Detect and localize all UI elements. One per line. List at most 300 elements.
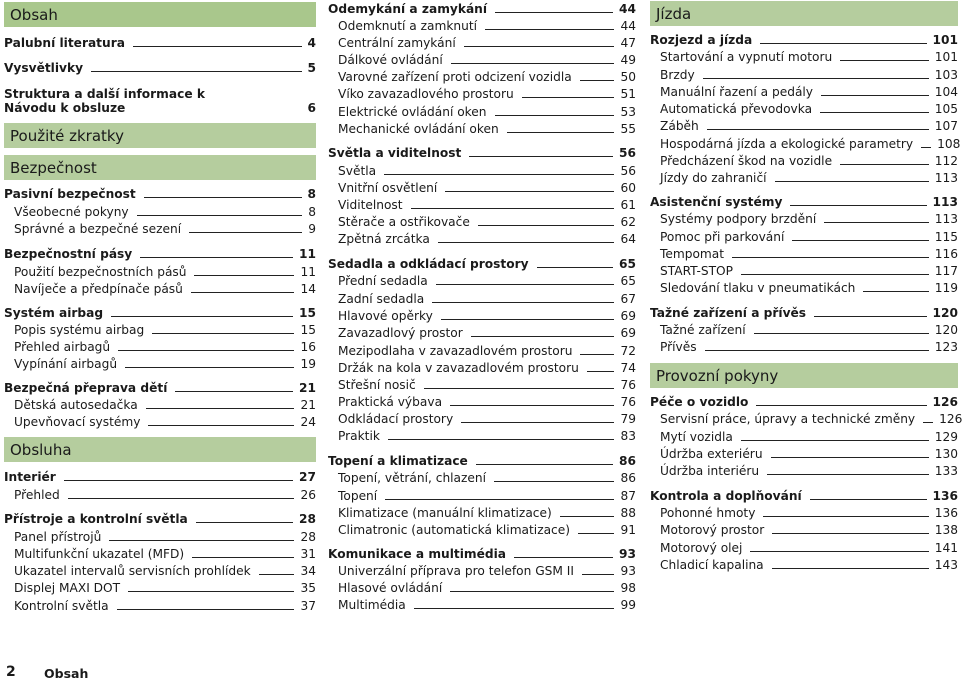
toc-entry-label: Univerzální příprava pro telefon GSM II: [338, 564, 574, 578]
toc-entry-page: 49: [620, 53, 636, 67]
toc-entry-label: Údržba exteriéru: [660, 447, 763, 461]
toc-entry-label: Všeobecné pokyny: [14, 205, 129, 219]
toc-entry-label: START-STOP: [660, 264, 733, 278]
toc-entry-page: 62: [620, 215, 636, 229]
toc-entry-label: Kontrolní světla: [14, 599, 109, 613]
toc-subentry[interactable]: [328, 161, 636, 178]
toc-entry-label: Multimédia: [338, 598, 406, 612]
leader-line: [68, 498, 295, 499]
leader-line: [175, 391, 293, 392]
toc-entry-label: Mechanické ovládání oken: [338, 122, 499, 136]
toc-entry-label: Viditelnost: [338, 198, 403, 212]
toc-entry[interactable]: [328, 143, 636, 160]
toc-entry[interactable]: [328, 254, 636, 271]
toc-entry-label: Automatická převodovka: [660, 102, 813, 116]
leader-line: [445, 191, 614, 192]
toc-entry-label: Zpětná zrcátka: [338, 232, 430, 246]
toc-entry-page: 44: [619, 2, 636, 16]
leader-line: [111, 316, 293, 317]
toc-subentry[interactable]: [328, 178, 636, 195]
leader-line: [750, 551, 928, 552]
toc-entry-page: 105: [934, 102, 958, 116]
toc-entry-page: 34: [300, 564, 316, 578]
toc-subentry[interactable]: [650, 134, 961, 151]
leader-line: [741, 274, 929, 275]
toc-entry-label: Zadní sedadla: [338, 292, 425, 306]
toc-entry-page: 141: [934, 541, 958, 555]
toc-entry[interactable]: [4, 378, 316, 395]
toc-entry-page: 74: [620, 361, 636, 375]
toc-subentry[interactable]: [328, 33, 636, 50]
toc-entry-page: 113: [934, 212, 958, 226]
toc-subentry[interactable]: [328, 50, 636, 67]
toc-subentry[interactable]: [650, 82, 958, 99]
toc-entry-label: Kontrola a doplňování: [650, 489, 802, 503]
toc-subentry[interactable]: [328, 212, 636, 229]
toc-subentry[interactable]: [650, 261, 958, 278]
toc-entry-page: 5: [307, 61, 316, 75]
leader-line: [196, 522, 293, 523]
toc-entry-page: 56: [620, 164, 636, 178]
toc-entry-page: 126: [932, 395, 958, 409]
section-heading: Bezpečnost: [4, 155, 316, 180]
toc-entry-label: Topení a klimatizace: [328, 454, 468, 468]
toc-entry-page: 103: [934, 68, 958, 82]
toc-entry-label: Struktura a další informace k Návodu k obsluze: [4, 87, 205, 115]
leader-line: [587, 371, 615, 372]
toc-entry-page: 86: [619, 454, 636, 468]
toc-subentry[interactable]: [650, 337, 958, 354]
toc-entry-label: Držák na kola v zavazadlovém prostoru: [338, 361, 579, 375]
leader-line: [578, 533, 614, 534]
toc-entry-page: 98: [620, 581, 636, 595]
toc-subentry[interactable]: [4, 596, 316, 613]
leader-line: [64, 480, 293, 481]
toc-entry-page: 130: [934, 447, 958, 461]
leader-line: [495, 12, 613, 13]
leader-line: [790, 205, 926, 206]
leader-line: [514, 557, 613, 558]
leader-line: [580, 80, 615, 81]
footer-label: Obsah: [44, 666, 89, 681]
toc-subentry[interactable]: [4, 395, 316, 412]
toc-entry[interactable]: [650, 392, 958, 409]
toc-entry-page: 83: [620, 429, 636, 443]
toc-subentry[interactable]: [328, 289, 636, 306]
toc-subentry[interactable]: [328, 84, 636, 101]
toc-entry-label: Palubní literatura: [4, 36, 125, 50]
toc-entry-page: 31: [300, 547, 316, 561]
toc-entry-label: Jízdy do zahraničí: [660, 171, 767, 185]
toc-entry-page: 69: [620, 326, 636, 340]
toc-entry-page: 76: [620, 395, 636, 409]
toc-entry-page: 16: [300, 340, 316, 354]
toc-entry-label: Stěrače a ostřikovače: [338, 215, 470, 229]
section-heading: Obsah: [4, 2, 316, 27]
leader-line: [436, 284, 615, 285]
toc-subentry[interactable]: [328, 561, 636, 578]
toc-entry[interactable]: [4, 467, 316, 484]
leader-line: [507, 132, 615, 133]
leader-line: [148, 425, 294, 426]
toc-subentry[interactable]: [650, 444, 958, 461]
toc-entry-page: 35: [300, 581, 316, 595]
toc-subentry[interactable]: [328, 102, 636, 119]
toc-entry-label: Motorový prostor: [660, 523, 765, 537]
toc-entry-page: 112: [934, 154, 958, 168]
toc-entry-label: Displej MAXI DOT: [14, 581, 121, 595]
toc-entry-page: 6: [307, 101, 316, 115]
toc-subentry[interactable]: [650, 538, 958, 555]
toc-subentry[interactable]: [4, 527, 316, 544]
leader-line: [537, 267, 613, 268]
toc-entry-page: 4: [307, 36, 316, 50]
toc-entry-page: 28: [299, 512, 316, 526]
toc-subentry[interactable]: [328, 520, 636, 537]
toc-entry-page: 64: [620, 232, 636, 246]
leader-line: [840, 164, 929, 165]
toc-subentry[interactable]: [328, 578, 636, 595]
toc-entry[interactable]: [4, 81, 316, 115]
toc-entry-label: Dětská autosedačka: [14, 398, 138, 412]
toc-entry-page: 88: [620, 506, 636, 520]
toc-entry-label: Rozjezd a jízda: [650, 33, 753, 47]
toc-subentry[interactable]: [328, 119, 636, 136]
leader-line: [259, 574, 295, 575]
toc-subentry[interactable]: [4, 279, 316, 296]
toc-subentry[interactable]: [4, 262, 316, 279]
leader-line: [388, 439, 615, 440]
toc-entry-page: 15: [300, 323, 316, 337]
toc-subentry[interactable]: [650, 209, 958, 226]
toc-entry-label: Chladicí kapalina: [660, 558, 764, 572]
leader-line: [775, 181, 929, 182]
toc-entry-label: Přehled airbagů: [14, 340, 111, 354]
leader-line: [152, 333, 294, 334]
toc-subentry[interactable]: [650, 320, 958, 337]
toc-entry-page: 53: [620, 105, 636, 119]
toc-entry[interactable]: [4, 244, 316, 261]
leader-line: [863, 291, 928, 292]
section-heading: Jízda: [650, 1, 958, 26]
toc-entry-label: Climatronic (automatická klimatizace): [338, 523, 571, 537]
toc-subentry[interactable]: [4, 320, 316, 337]
leader-line: [411, 208, 615, 209]
leader-line: [814, 316, 926, 317]
toc-entry-label: Multifunkční ukazatel (MFD): [14, 547, 185, 561]
toc-subentry[interactable]: [328, 341, 636, 358]
toc-subentry[interactable]: [650, 427, 958, 444]
leader-line: [441, 319, 615, 320]
leader-line: [560, 516, 615, 517]
leader-line: [495, 115, 615, 116]
toc-entry-label: Dálkové ovládání: [338, 53, 443, 67]
toc-entry-page: 104: [934, 85, 958, 99]
toc-subentry[interactable]: [328, 16, 636, 33]
toc-entry-page: 126: [939, 412, 962, 426]
toc-entry-page: 99: [620, 598, 636, 612]
toc-entry-label: Sledování tlaku v pneumatikách: [660, 281, 856, 295]
toc-entry-page: 37: [300, 599, 316, 613]
toc-entry[interactable]: [4, 509, 316, 526]
toc-entry-page: 14: [300, 282, 316, 296]
toc-entry-page: 19: [300, 357, 316, 371]
toc-entry-page: 138: [934, 523, 958, 537]
toc-entry-label: Záběh: [660, 119, 699, 133]
toc-subentry[interactable]: [328, 503, 636, 520]
toc-entry-label: Ukazatel intervalů servisních prohlídek: [14, 564, 251, 578]
leader-line: [522, 97, 615, 98]
toc-entry-page: 79: [620, 412, 636, 426]
leader-line: [450, 405, 614, 406]
toc-entry-label: Topení: [338, 489, 378, 503]
toc-entry-page: 119: [934, 281, 958, 295]
toc-subentry[interactable]: [328, 358, 636, 375]
leader-line: [469, 156, 613, 157]
toc-subentry[interactable]: [650, 227, 958, 244]
toc-subentry[interactable]: [328, 595, 636, 612]
leader-line: [471, 336, 615, 337]
toc-entry-page: 91: [620, 523, 636, 537]
toc-subentry[interactable]: [328, 323, 636, 340]
leader-line: [384, 174, 614, 175]
toc-entry-page: 93: [619, 547, 636, 561]
toc-entry-label: Odemknutí a zamknutí: [338, 19, 477, 33]
toc-entry-page: 55: [620, 122, 636, 136]
toc-entry[interactable]: [650, 303, 958, 320]
toc-entry[interactable]: [650, 486, 958, 503]
toc-entry[interactable]: [4, 184, 316, 201]
toc-entry-page: 136: [934, 506, 958, 520]
toc-entry-label: Světla a viditelnost: [328, 146, 462, 160]
toc-entry-page: 120: [934, 323, 958, 337]
leader-line: [840, 60, 929, 61]
toc-entry-page: 115: [934, 230, 958, 244]
toc-subentry[interactable]: [328, 375, 636, 392]
toc-entry-label: Startování a vypnutí motoru: [660, 50, 833, 64]
leader-line: [582, 574, 615, 575]
leader-line: [820, 112, 929, 113]
toc-entry-label: Centrální zamykání: [338, 36, 456, 50]
leader-line: [705, 350, 929, 351]
leader-line: [191, 292, 295, 293]
toc-entry-label: Brzdy: [660, 68, 695, 82]
toc-entry-page: 15: [299, 306, 316, 320]
leader-line: [194, 275, 294, 276]
section-heading: Obsluha: [4, 437, 316, 462]
toc-entry-label: Přední sedadla: [338, 274, 428, 288]
leader-line: [923, 422, 933, 423]
toc-entry-page: 116: [934, 247, 958, 261]
toc-entry-page: 113: [932, 195, 958, 209]
toc-subentry[interactable]: [650, 99, 958, 116]
section-heading: Provozní pokyny: [650, 363, 958, 388]
toc-entry-label: Sedadla a odkládací prostory: [328, 257, 529, 271]
toc-entry-page: 67: [620, 292, 636, 306]
leader-line: [192, 557, 294, 558]
toc-entry-page: 101: [932, 33, 958, 47]
leader-line: [741, 440, 929, 441]
toc-subentry[interactable]: [650, 278, 958, 295]
toc-subentry[interactable]: [4, 544, 316, 561]
toc-subentry[interactable]: [4, 561, 316, 578]
toc-subentry[interactable]: [328, 306, 636, 323]
toc-entry-label: Varovné zařízení proti odcizení vozidla: [338, 70, 572, 84]
toc-entry-page: 21: [300, 398, 316, 412]
toc-subentry[interactable]: [650, 47, 958, 64]
toc-entry-label: Klimatizace (manuální klimatizace): [338, 506, 552, 520]
toc-entry-label: Praktická výbava: [338, 395, 443, 409]
toc-entry-page: 87: [620, 489, 636, 503]
toc-entry[interactable]: [4, 33, 316, 50]
toc-entry-page: 56: [619, 146, 636, 160]
toc-entry-label: Hlavové opěrky: [338, 309, 433, 323]
toc-entry-page: 117: [934, 264, 958, 278]
toc-entry-label: Přehled: [14, 488, 60, 502]
toc-subentry[interactable]: [650, 555, 958, 572]
leader-line: [450, 591, 614, 592]
toc-entry-label: Hlasové ovládání: [338, 581, 443, 595]
leader-line: [144, 197, 302, 198]
leader-line: [732, 257, 929, 258]
toc-entry[interactable]: [4, 58, 316, 75]
toc-subentry[interactable]: [328, 195, 636, 212]
toc-entry-label: Mytí vozidla: [660, 430, 733, 444]
toc-subentry[interactable]: [4, 219, 316, 236]
toc-entry-label: Péče o vozidlo: [650, 395, 749, 409]
toc-entry-page: 8: [308, 205, 316, 219]
toc-subentry[interactable]: [650, 168, 958, 185]
toc-subentry[interactable]: [328, 271, 636, 288]
toc-entry-page: 107: [934, 119, 958, 133]
leader-line: [118, 350, 294, 351]
toc-entry[interactable]: [650, 192, 958, 209]
leader-line: [921, 147, 931, 148]
toc-entry-page: 27: [299, 470, 316, 484]
toc-entry-page: 47: [620, 36, 636, 50]
toc-entry-label: Tažné zařízení: [660, 323, 746, 337]
toc-subentry[interactable]: [328, 392, 636, 409]
toc-entry-label: Upevňovací systémy: [14, 415, 141, 429]
toc-entry[interactable]: [328, 0, 636, 16]
toc-entry-page: 44: [620, 19, 636, 33]
toc-subentry[interactable]: [328, 67, 636, 84]
leader-line: [125, 367, 294, 368]
toc-entry-page: 24: [300, 415, 316, 429]
toc-subentry[interactable]: [328, 409, 636, 426]
toc-entry-page: 93: [620, 564, 636, 578]
toc-entry[interactable]: [328, 451, 636, 468]
toc-subentry[interactable]: [650, 116, 958, 133]
toc-subentry[interactable]: [328, 468, 636, 485]
toc-entry-label: Bezpečnostní pásy: [4, 247, 133, 261]
toc-entry-label: Střešní nosič: [338, 378, 416, 392]
toc-subentry[interactable]: [650, 503, 958, 520]
toc-entry-label: Vnitřní osvětlení: [338, 181, 438, 195]
toc-subentry[interactable]: [4, 485, 316, 502]
toc-entry-label: Bezpečná přeprava dětí: [4, 381, 168, 395]
leader-line: [754, 333, 929, 334]
toc-entry-label: Světla: [338, 164, 377, 178]
toc-entry-page: 133: [934, 464, 958, 478]
toc-entry-page: 76: [620, 378, 636, 392]
toc-subentry[interactable]: [4, 354, 316, 371]
toc-entry-label: Přívěs: [660, 340, 697, 354]
leader-line: [146, 408, 295, 409]
leader-line: [580, 354, 614, 355]
leader-line: [140, 257, 293, 258]
toc-subentry[interactable]: [4, 412, 316, 429]
toc-subentry[interactable]: [328, 426, 636, 443]
toc-entry-page: 8: [307, 187, 316, 201]
toc-entry[interactable]: [650, 30, 958, 47]
toc-subentry[interactable]: [650, 461, 958, 478]
leader-line: [767, 474, 929, 475]
toc-entry-page: 108: [937, 137, 961, 151]
toc-entry-label: Komunikace a multimédia: [328, 547, 507, 561]
toc-subentry[interactable]: [650, 244, 958, 261]
toc-entry-label: Víko zavazadlového prostoru: [338, 87, 514, 101]
toc-entry-label: Navíječe a předpínače pásů: [14, 282, 183, 296]
toc-subentry[interactable]: [4, 202, 316, 219]
footer-page-number: 2: [6, 664, 16, 680]
toc-entry-label: Použití bezpečnostních pásů: [14, 265, 187, 279]
toc-entry-page: 143: [934, 558, 958, 572]
toc-subentry[interactable]: [4, 578, 316, 595]
toc-subentry[interactable]: [650, 65, 958, 82]
toc-entry-page: 28: [300, 530, 316, 544]
toc-entry-page: 50: [620, 70, 636, 84]
toc-entry-page: 65: [619, 257, 636, 271]
leader-line: [137, 215, 303, 216]
leader-line: [703, 78, 929, 79]
toc-entry-page: 65: [620, 274, 636, 288]
toc-entry[interactable]: [4, 303, 316, 320]
toc-entry-label: Mezipodlaha v zavazadlovém prostoru: [338, 344, 573, 358]
toc-entry-label: Pasivní bezpečnost: [4, 187, 136, 201]
leader-line: [485, 29, 614, 30]
leader-line: [451, 63, 615, 64]
toc-entry-page: 51: [620, 87, 636, 101]
toc-entry[interactable]: [328, 544, 636, 561]
toc-entry-label: Tempomat: [660, 247, 725, 261]
toc-subentry[interactable]: [650, 151, 958, 168]
toc-entry-page: 11: [300, 265, 316, 279]
toc-entry-label: Zavazadlový prostor: [338, 326, 463, 340]
leader-line: [133, 46, 302, 47]
toc-entry-page: 101: [934, 50, 958, 64]
toc-entry-label: Systém airbag: [4, 306, 104, 320]
toc-entry-label: Motorový olej: [660, 541, 743, 555]
toc-entry-label: Panel přístrojů: [14, 530, 102, 544]
toc-subentry[interactable]: [328, 229, 636, 246]
leader-line: [117, 609, 295, 610]
leader-line: [792, 240, 928, 241]
toc-entry-label: Správné a bezpečné sezení: [14, 222, 182, 236]
toc-entry-page: 60: [620, 181, 636, 195]
toc-subentry[interactable]: [650, 409, 962, 426]
toc-entry-page: 123: [934, 340, 958, 354]
leader-line: [478, 225, 615, 226]
toc-subentry[interactable]: [4, 337, 316, 354]
toc-entry-page: 11: [299, 247, 316, 261]
toc-subentry[interactable]: [650, 520, 958, 537]
leader-line: [414, 608, 615, 609]
toc-entry-page: 69: [620, 309, 636, 323]
leader-line: [424, 388, 615, 389]
toc-entry-page: 26: [300, 488, 316, 502]
toc-subentry[interactable]: [328, 486, 636, 503]
